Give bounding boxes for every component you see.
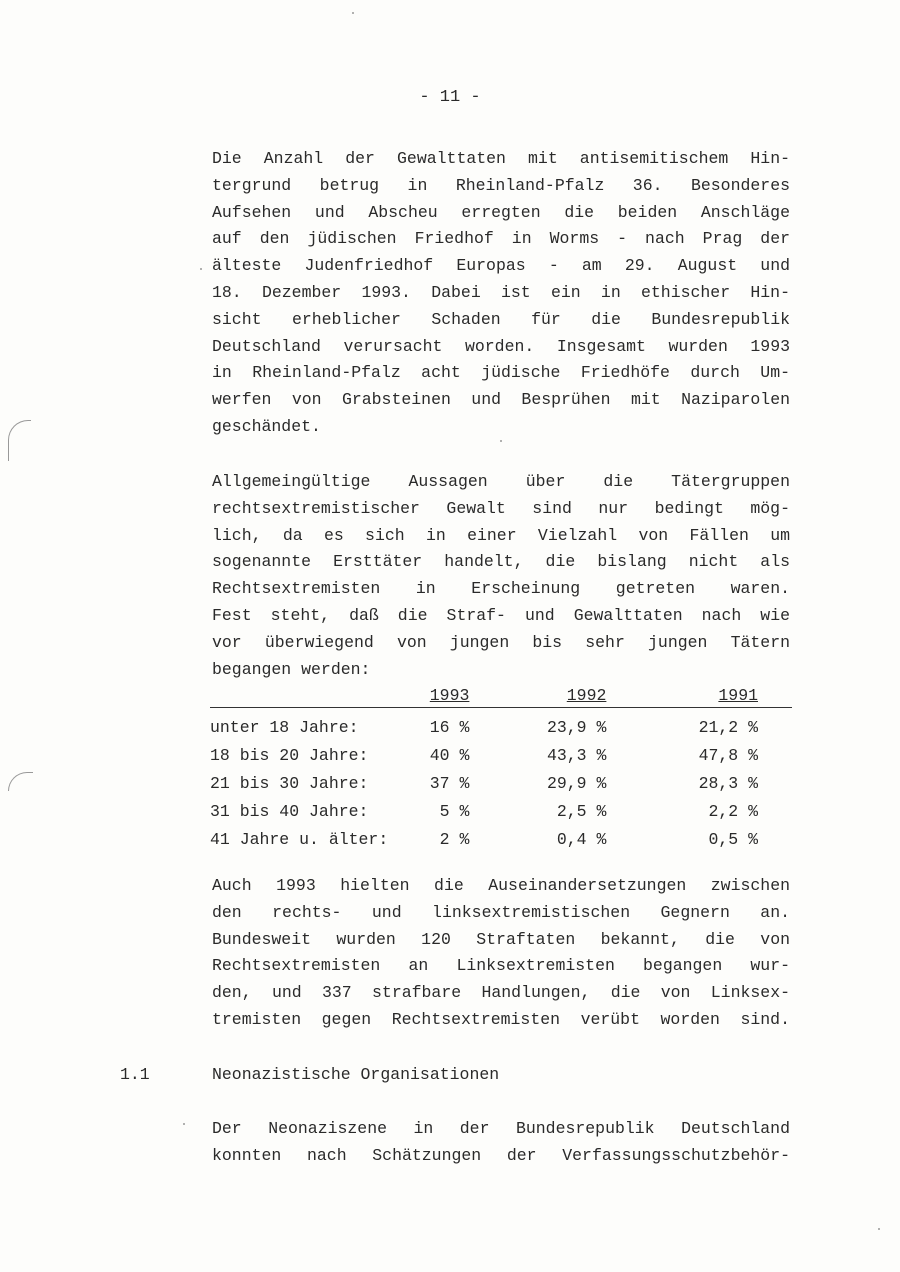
- section-number: 1.1: [120, 1065, 150, 1084]
- table-row: [210, 797, 792, 825]
- text-line: den, und 337 strafbare Handlungen, die von Linksex-: [212, 983, 790, 1003]
- page-number: - 11 -: [419, 88, 481, 107]
- table-cell: 23,9 %: [546, 718, 607, 737]
- age-group-label: 18 bis 20 Jahre:: [210, 745, 369, 765]
- age-group-label: 21 bis 30 Jahre:: [210, 773, 369, 793]
- column-header-1992: 1992: [479, 686, 632, 708]
- scan-artifact: [8, 772, 33, 791]
- text-line: vor überwiegend von jungen bis sehr jungen Tätern: [212, 632, 790, 652]
- scan-artifact: [8, 420, 31, 461]
- scan-speck: [500, 440, 502, 442]
- table-cell: 0,4 %: [556, 830, 607, 849]
- table-row: [210, 825, 792, 853]
- text-line: lich, da es sich in einer Vielzahl von Fällen um: [212, 525, 790, 545]
- column-header-1993: 1993: [402, 686, 479, 708]
- text-line: auf den jüdischen Friedhof in Worms - nach Prag der: [212, 229, 790, 249]
- text-line: Rechtsextremisten an Linksextremisten begangen wur-: [212, 956, 790, 976]
- text-line: den rechts- und linksextremistischen Gegnern an.: [212, 902, 790, 922]
- table-cell: 47,8 %: [698, 746, 758, 765]
- text-line: sicht erheblicher Schaden für die Bundesrepublik: [212, 309, 790, 329]
- table-cell: 29,9 %: [546, 774, 607, 793]
- text-line: Aufsehen und Abscheu erregten die beiden Anschläge: [212, 202, 790, 222]
- table-cell: 21,2 %: [698, 718, 758, 737]
- table-cell: 16 %: [429, 718, 470, 737]
- paragraph-antisemitic-violence: [212, 146, 790, 441]
- text-line: tremisten gegen Rechtsextremisten verübt worden sind.: [212, 1009, 790, 1029]
- paragraph-neonazi-scene: [212, 1116, 790, 1170]
- text-line: sogenannte Ersttäter handelt, die bislang nicht als: [212, 552, 790, 572]
- text-line: älteste Judenfriedhof Europas - am 29. August und: [212, 256, 790, 276]
- paragraph-offender-groups: [212, 469, 790, 683]
- scan-speck: [183, 1123, 185, 1125]
- text-line: Allgemeingültige Aussagen über die Tätergruppen: [212, 472, 790, 491]
- text-line: Auch 1993 hielten die Auseinandersetzungen zwischen: [212, 876, 790, 895]
- table-cell: 28,3 %: [698, 774, 758, 793]
- text-line: Bundesweit wurden 120 Straftaten bekannt, die von: [212, 929, 790, 949]
- table-cell: 2,5 %: [556, 802, 607, 821]
- table-header-empty: [210, 686, 402, 708]
- table-row: [210, 741, 792, 769]
- paragraph-left-right-conflicts: [212, 873, 790, 1034]
- section-heading: Neonazistische Organisationen: [212, 1065, 500, 1084]
- scan-speck: [200, 268, 202, 270]
- age-group-label: 31 bis 40 Jahre:: [210, 801, 369, 821]
- text-line: Rechtsextremisten in Erscheinung getreten waren.: [212, 579, 790, 599]
- text-line: werfen von Grabsteinen und Besprühen mit Naziparolen: [212, 390, 790, 410]
- table-cell: 37 %: [429, 774, 470, 793]
- text-line: tergrund betrug in Rheinland-Pfalz 36. Besonderes: [212, 175, 790, 195]
- text-line: Der Neonaziszene in der Bundesrepublik Deutschland: [212, 1119, 790, 1138]
- table-cell: 0,5 %: [708, 830, 758, 849]
- table-cell: 2,2 %: [708, 802, 758, 821]
- text-line: konnten nach Schätzungen der Verfassungsschutzbehör-: [212, 1145, 790, 1165]
- table-cell: 5 %: [439, 802, 470, 821]
- table-cell: 2 %: [439, 830, 470, 849]
- scan-speck: [352, 12, 354, 14]
- text-line: 18. Dezember 1993. Dabei ist ein in ethischer Hin-: [212, 282, 790, 302]
- age-group-label: unter 18 Jahre:: [210, 718, 359, 737]
- text-line: Fest steht, daß die Straf- und Gewalttaten nach wie: [212, 605, 790, 625]
- table-row: [210, 708, 792, 742]
- text-line: Die Anzahl der Gewalttaten mit antisemitischem Hin-: [212, 149, 790, 168]
- scan-speck: [878, 1228, 880, 1230]
- text-line: in Rheinland-Pfalz acht jüdische Friedhöfe durch Um-: [212, 363, 790, 383]
- table-row: [210, 769, 792, 797]
- table-header-row: [210, 686, 792, 708]
- text-line: Deutschland verursacht worden. Insgesamt wurden 1993: [212, 336, 790, 356]
- text-line: rechtsextremistischer Gewalt sind nur bedingt mög-: [212, 498, 790, 518]
- text-line: geschändet.: [212, 416, 321, 436]
- table-cell: 43,3 %: [546, 746, 607, 765]
- table-cell: 40 %: [429, 746, 470, 765]
- column-header-1991: 1991: [632, 686, 792, 708]
- age-group-label: 41 Jahre u. älter:: [210, 829, 389, 849]
- age-distribution-table: [210, 686, 792, 853]
- text-line: begangen werden:: [212, 659, 371, 679]
